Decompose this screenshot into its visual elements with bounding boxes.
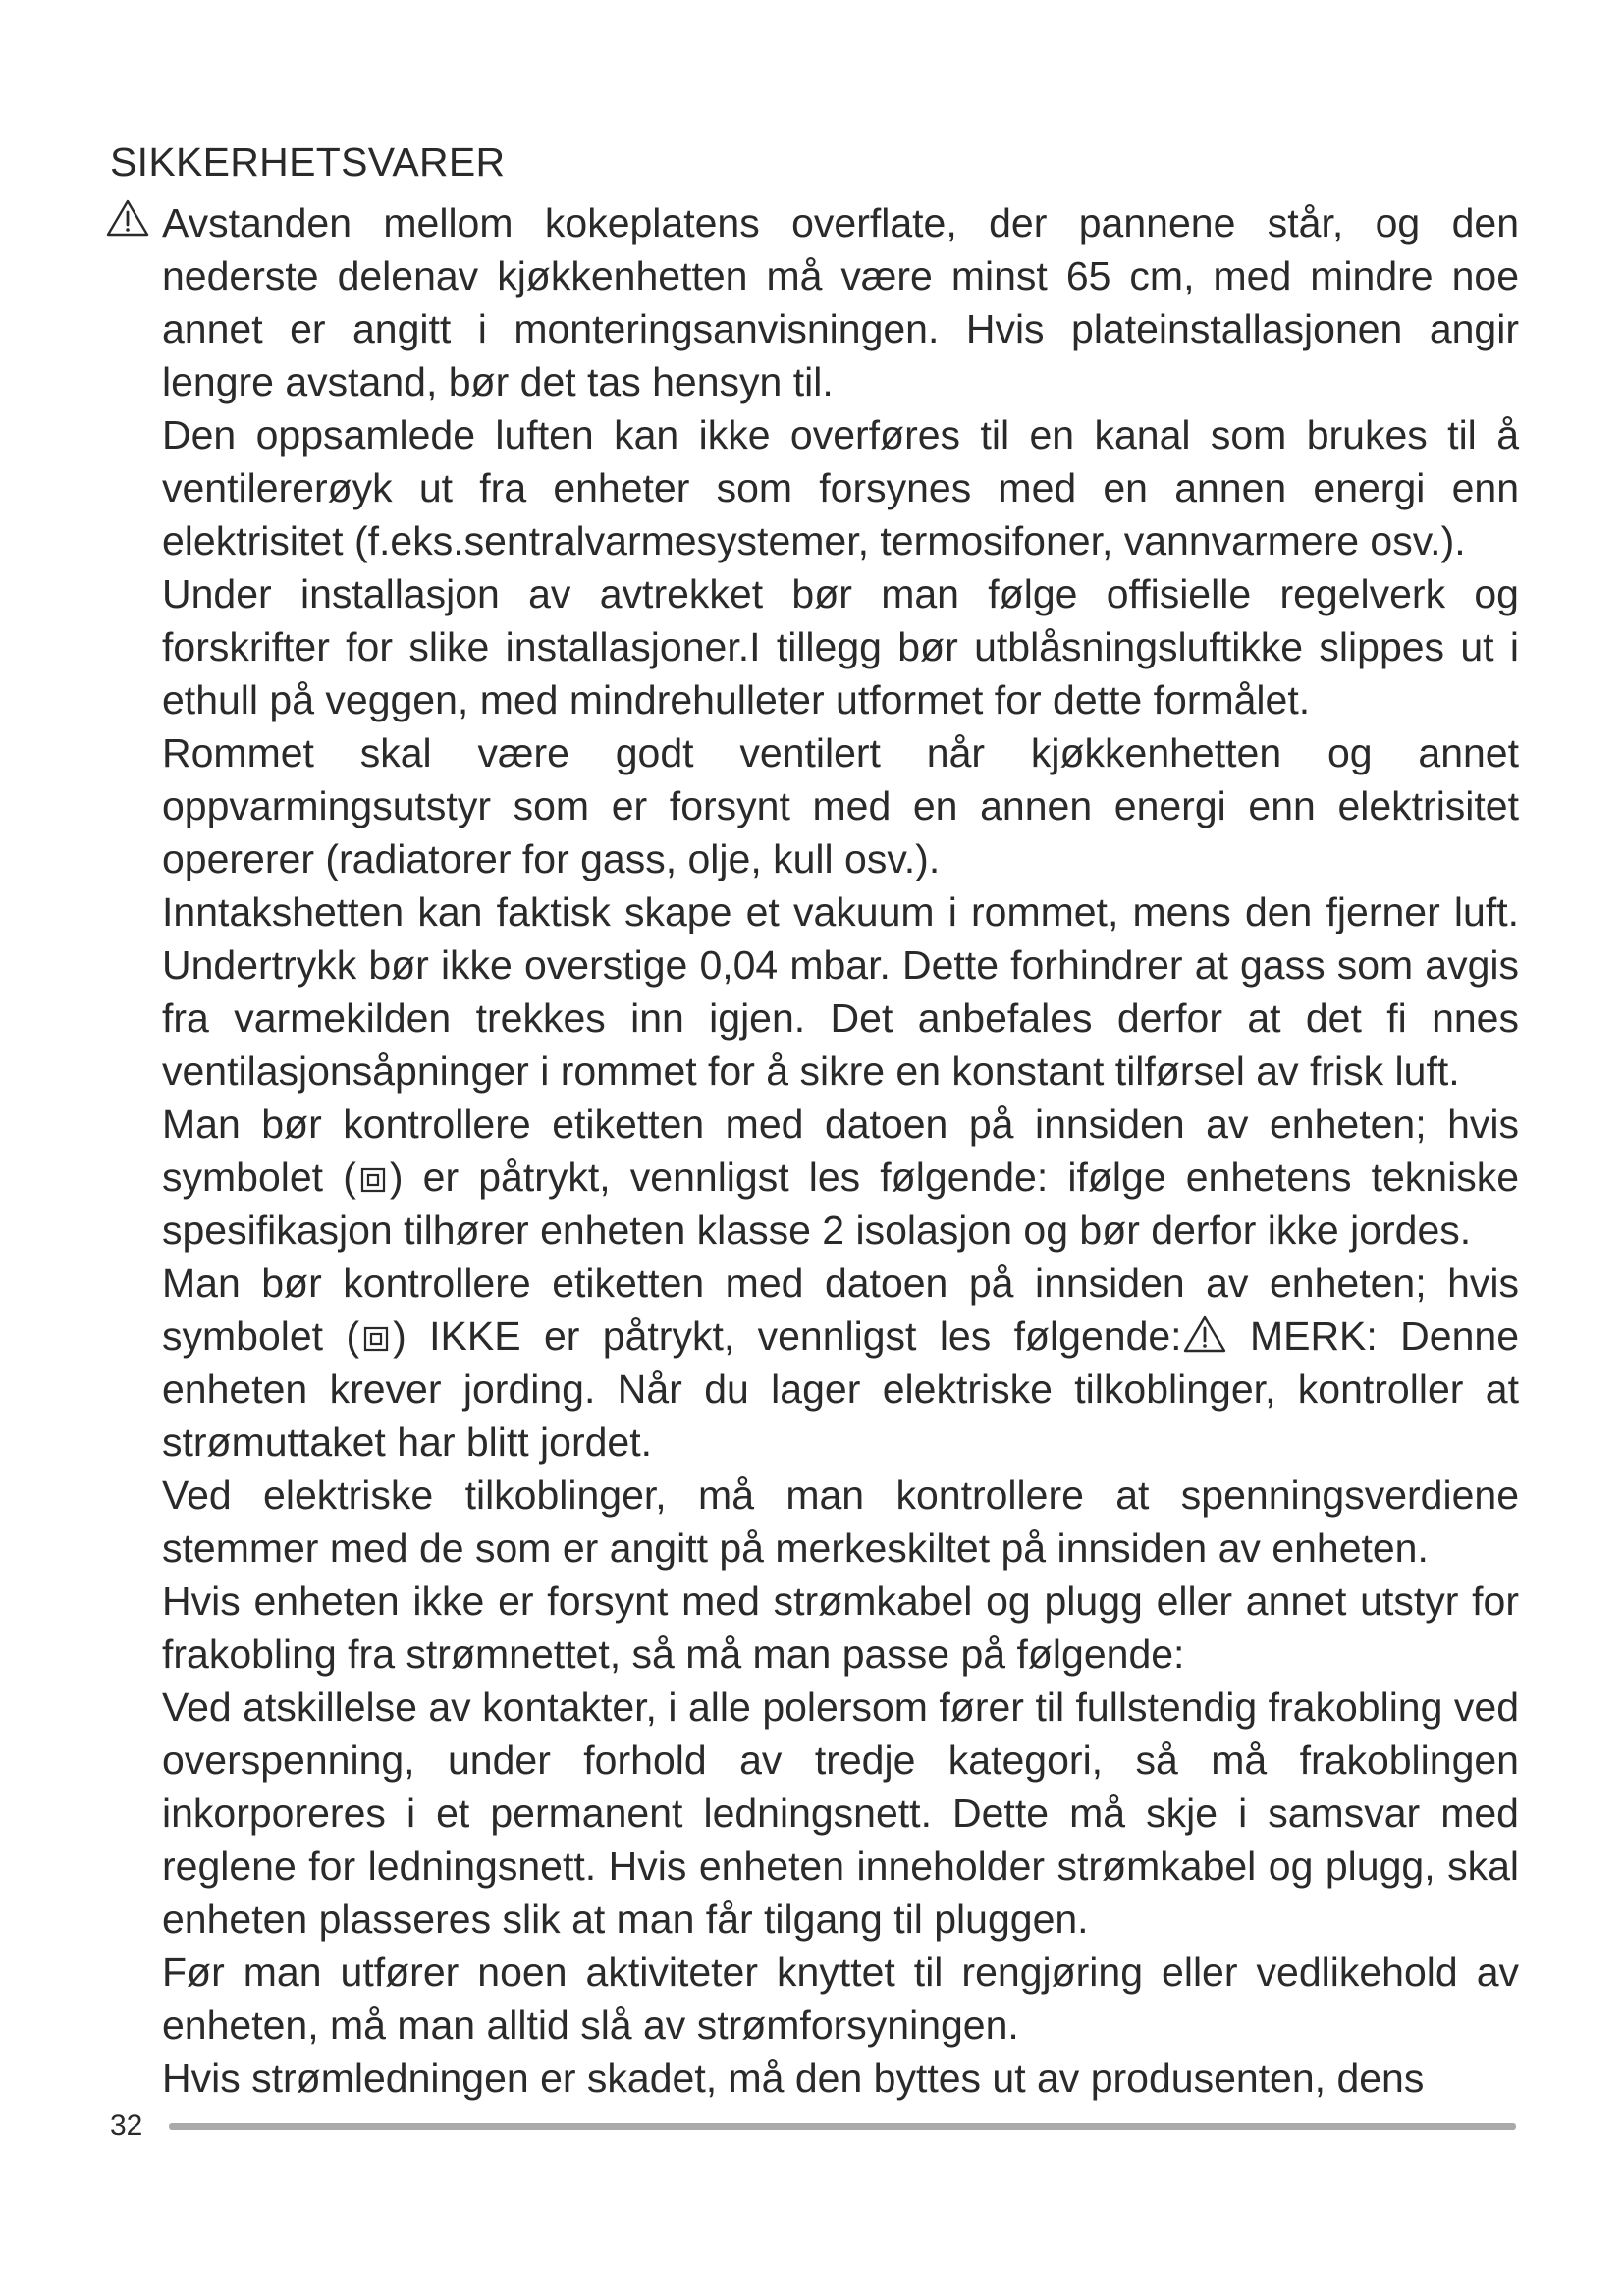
page-number: 32 — [110, 2109, 143, 2142]
section-heading: SIKKERHETSVARER — [110, 139, 506, 185]
double-square-icon — [360, 1167, 386, 1193]
paragraph-installation-rules: Under installasjon av avtrekket bør man følge offisielle regelverk og forskrifter for slike installasjoner.I tillegg bør utblåsningsluftikke slippes ut i ethull på veggen, med mindrehulleter utformet for dette formålet. — [162, 571, 1519, 722]
paragraph-maintenance: Før man utfører noen aktiviteter knyttet til rengjøring eller vedlikehold av enheten, må man alltid slå av strømforsyningen. — [162, 1949, 1519, 2048]
paragraph-text: ) er påtrykt, vennligst les følgende: ifølge enhetens tekniske spesifikasjon tilhører enheten klasse 2 isolasjon og bør derfor ikke jordes. — [162, 1154, 1520, 1253]
paragraph-voltage-check: Ved elektriske tilkoblinger, må man kontrollere at spenningsverdiene stemmer med de som er angitt på merkeskiltet på innsiden av enheten. — [162, 1472, 1519, 1571]
paragraph-no-plug: Hvis enheten ikke er forsynt med strømkabel og plugg eller annet utstyr for frakobling fra strømnettet, så må man passe på følgende: — [162, 1578, 1519, 1677]
paragraph-damaged-cable: Hvis strømledningen er skadet, må den byttes ut av produsenten, dens — [162, 2056, 1425, 2101]
paragraph-earthing-note — [162, 1256, 1519, 1468]
paragraph-text: Man bør kontrollere etiketten med datoen på innsiden av enheten; hvis symbolet ( — [162, 1260, 1519, 1359]
paragraph-vacuum: Inntakshetten kan faktisk skape et vakuum i rommet, mens den fjerner luft. Undertrykk bør ikke overstige 0,04 mbar. Dette forhindrer at gass som avgis fra varmekilden trekkes inn igjen. Det anbefales derfor at det fi nnes ventilasjonsåpninger i rommet for å sikre en konstant tilførsel av frisk luft. — [162, 889, 1519, 1094]
paragraph-text: Avstanden mellom kokeplatens overflate, der pannene står, og den nederste delenav kjøkkenhetten må være minst 65 cm, med mindre noe annet er angitt i monteringsanvisningen. Hvis plateinstallasjonen angir lengre avstand, bør det tas hensyn til. — [162, 200, 1519, 404]
paragraph-text: MERK: Denne enheten krever jording. Når du lager elektriske tilkoblinger, kontroller at strømuttaket har blitt jordet. — [162, 1313, 1519, 1465]
paragraph-contact-separation: Ved atskillelse av kontakter, i alle polersom fører til fullstendig frakobling ved overspenning, under forhold av tredje kategori, så må frakoblingen inkorporeres i et permanent ledningsnett. Dette må skje i samsvar med reglene for ledningsnett. Hvis enheten inneholder strømkabel og plugg, skal enheten plasseres slik at man får tilgang til pluggen. — [162, 1684, 1519, 1942]
warning-triangle-icon — [1182, 1314, 1227, 1354]
paragraph-room-ventilation: Rommet skal være godt ventilert når kjøkkenhetten og annet oppvarmingsutstyr som er forsynt med en annen energi enn elektrisitet opererer (radiatorer for gass, olje, kull osv.). — [162, 730, 1519, 881]
warning-triangle-icon — [105, 198, 150, 238]
paragraph-hob-distance — [162, 196, 1519, 408]
paragraph-class2-symbol — [162, 1097, 1519, 1256]
paragraph-text: ) IKKE er påtrykt, vennligst les følgende: — [393, 1313, 1182, 1359]
paragraph-text: Man bør kontrollere etiketten med datoen på innsiden av enheten; hvis symbolet ( — [162, 1101, 1519, 1200]
footer-rule — [169, 2123, 1516, 2130]
paragraph-exhaust-duct: Den oppsamlede luften kan ikke overføres til en kanal som brukes til å ventilererøyk ut fra enheter som forsynes med en annen energi enn elektrisitet (f.eks.sentralvarmesystemer, termosifoner, vannvarmere osv.). — [162, 412, 1519, 563]
double-square-icon — [363, 1326, 389, 1352]
section-body — [162, 196, 1519, 2105]
